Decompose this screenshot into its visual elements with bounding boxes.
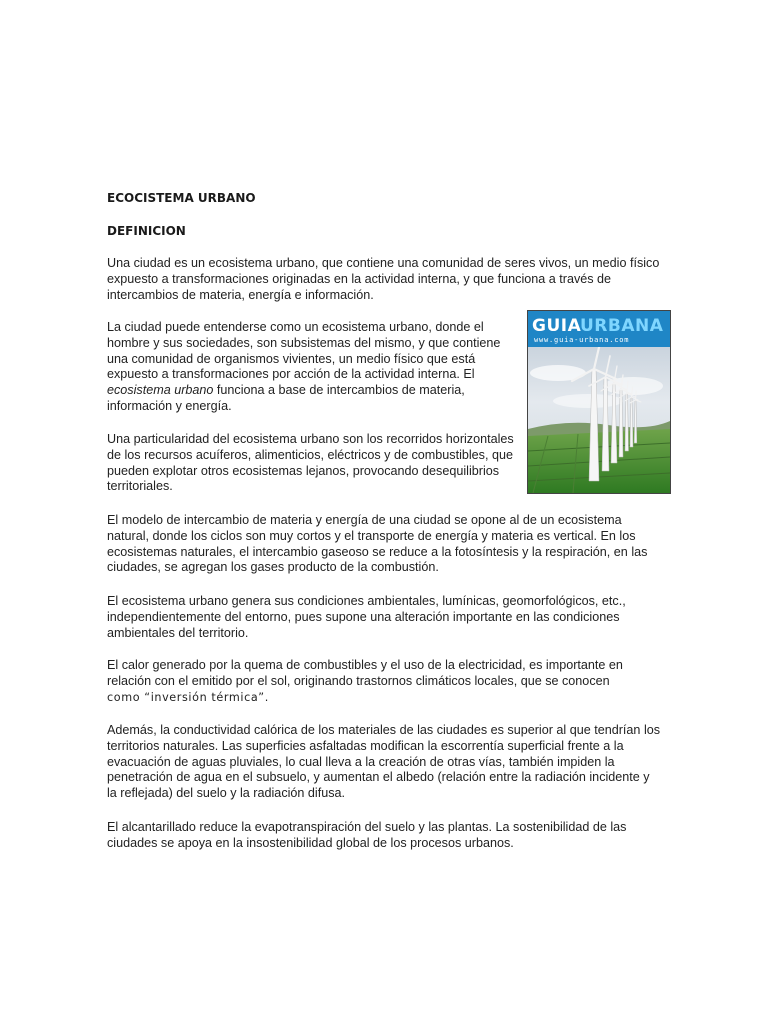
paragraph-2-text-b: funciona a base de intercambios de materia, información y energía. [107,383,465,413]
paragraph-3: Una particularidad del ecosistema urbano son los recorridos horizontales de los recursos acuíferos, alimenticios, eléctricos y de combustibles, que pueden explotar otros ecosistemas lejanos, provocando desequilibrios territoriales. [107,432,514,494]
paragraph-2-italic: ecosistema urbano [107,383,214,398]
paragraph-1: Una ciudad es un ecosistema urbano, que contiene una comunidad de seres vivos, un medio físico expuesto a transformaciones originadas en la actividad interna, y que funciona a través de intercambios de materia, energía e información. [107,256,660,302]
paragraph-2-text-a: La ciudad puede entenderse como un ecosistema urbano, donde el hombre y sus sociedades, son subsistemas del mismo, y que contiene una comunidad de organismos vivientes, un medio físico que está expuesto a transformaciones por acción de la actividad interna. El [107,320,501,382]
document-title: ECOCISTEMA URBANO [107,191,256,205]
paragraph-2 [107,320,519,415]
paragraph-5: El ecosistema urbano genera sus condiciones ambientales, lumínicas, geomorfológicos, etc., independientemente del entorno, pues supone una alteración importante en las condiciones ambientales del territorio. [107,594,626,640]
paragraph-4: El modelo de intercambio de materia y energía de una ciudad se opone al de un ecosistema natural, donde los ciclos son muy cortos y el transporte de energía y materia es vertical. En los ecosistemas naturales, el intercambio gaseoso se reduce a la fotosíntesis y la respiración, en las ciudades, se agregan los gases producto de la combustión. [107,513,648,575]
paragraph-6-text: El calor generado por la quema de combustibles y el uso de la electricidad, es importante en relación con el emitido por el sol, originando trastornos climáticos locales, que se conocen [107,658,623,688]
paragraph-7: Además, la conductividad calórica de los materiales de las ciudades es superior al que tendrían los territorios naturales. Las superficies asfaltadas modifican la escorrentía superficial frente a la evacuación de aguas pluviales, lo cual lleva a la creación de otras vías, también impiden la penetración de agua en el subsuelo, y aumentan el albedo (relación entre la radiación incidente y la reflejada) del suelo y la radiación difusa. [107,723,661,801]
logo-text-urbana: URBANA [580,316,664,336]
paragraph-6-tail: como “inversión térmica”. [107,690,269,704]
paragraph-8: El alcantarillado reduce la evapotranspiración del suelo y las plantas. La sostenibilidad de las ciudades se apoya en la insostenibilidad global de los procesos urbanos. [107,820,627,850]
paragraph-6 [107,658,662,705]
wind-turbines-photo [527,310,671,494]
section-heading: DEFINICION [107,224,186,238]
logo-text-guia: GUIA [532,316,582,336]
logo-url-text: www.guia-urbana.com [534,336,630,344]
